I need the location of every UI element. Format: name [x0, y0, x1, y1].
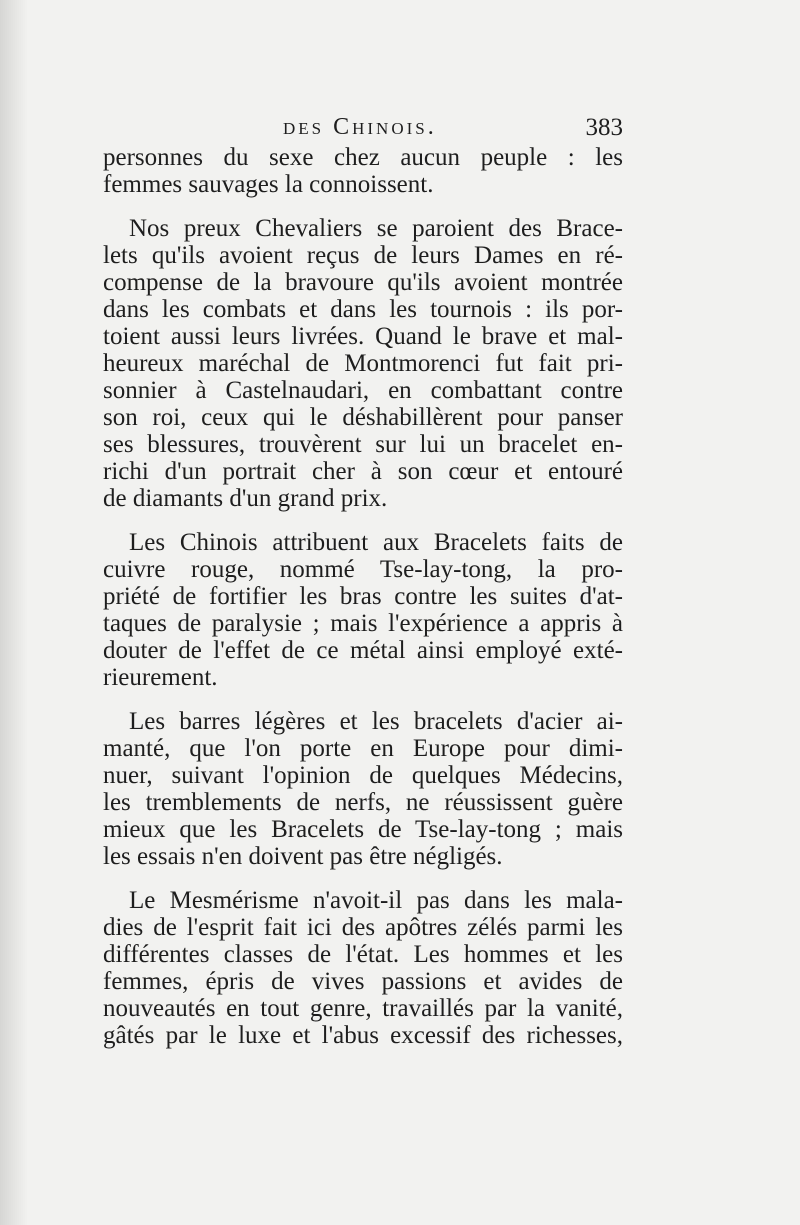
- text-line: toient aussi leurs livrées. Quand le brave et mal-: [103, 323, 623, 350]
- text-line: Nos preux Chevaliers se paroient des Brace-: [129, 215, 623, 242]
- page-header: [103, 114, 623, 148]
- text-line: nouveautés en tout genre, travaillés par la vanité,: [103, 995, 623, 1022]
- page-number: 383: [585, 114, 623, 141]
- text-line: gâtés par le luxe et l'abus excessif des richesses,: [103, 1022, 623, 1049]
- text-line: cuivre rouge, nommé Tse-lay-tong, la pro-: [103, 556, 623, 583]
- text-line: femmes, épris de vives passions et avides de: [103, 968, 623, 995]
- text-line: de diamants d'un grand prix.: [103, 485, 388, 512]
- paragraph-4: [103, 708, 623, 870]
- text-line: dans les combats et dans les tournois : ils por-: [103, 296, 623, 323]
- text-line: Les Chinois attribuent aux Bracelets faits de: [129, 529, 623, 556]
- text-line: compense de la bravoure qu'ils avoient montrée: [103, 269, 623, 296]
- text-line: personnes du sexe chez aucun peuple : les: [103, 144, 623, 171]
- paragraph-2: [103, 215, 623, 512]
- text-line: femmes sauvages la connoissent.: [103, 171, 434, 198]
- text-line: Les barres légères et les bracelets d'acier ai-: [129, 708, 623, 735]
- text-line: nuer, suivant l'opinion de quelques Médecins,: [103, 762, 623, 789]
- text-line: manté, que l'on porte en Europe pour dimi-: [103, 735, 623, 762]
- running-head: des Chinois.: [283, 114, 437, 140]
- text-line: différentes classes de l'état. Les hommes et les: [103, 941, 623, 968]
- paragraph-5: [103, 887, 623, 1049]
- paragraph-3: [103, 529, 623, 691]
- text-line: ses blessures, trouvèrent sur lui un bracelet en-: [103, 431, 623, 458]
- text-line: les tremblements de nerfs, ne réussissent guère: [103, 789, 623, 816]
- text-line: Le Mesmérisme n'avoit-il pas dans les mala-: [129, 887, 623, 914]
- page-edge-shadow: [0, 0, 28, 1225]
- text-line: rieurement.: [103, 664, 218, 691]
- text-line: heureux maréchal de Montmorenci fut fait pri-: [103, 350, 623, 377]
- text-line: mieux que les Bracelets de Tse-lay-tong ; mais: [103, 816, 623, 843]
- text-line: les essais n'en doivent pas être négligés.: [103, 843, 503, 870]
- text-line: dies de l'esprit fait ici des apôtres zélés parmi les: [103, 914, 623, 941]
- text-line: lets qu'ils avoient reçus de leurs Dames en ré-: [103, 242, 623, 269]
- paragraph-1: [103, 144, 623, 198]
- body-text: [103, 144, 623, 1049]
- text-line: richi d'un portrait cher à son cœur et entouré: [103, 458, 623, 485]
- text-line: sonnier à Castelnaudari, en combattant contre: [103, 377, 623, 404]
- text-line: priété de fortifier les bras contre les suites d'at-: [103, 583, 623, 610]
- text-line: son roi, ceux qui le déshabillèrent pour panser: [103, 404, 623, 431]
- text-line: douter de l'effet de ce métal ainsi employé exté-: [103, 637, 623, 664]
- text-line: taques de paralysie ; mais l'expérience a appris à: [103, 610, 623, 637]
